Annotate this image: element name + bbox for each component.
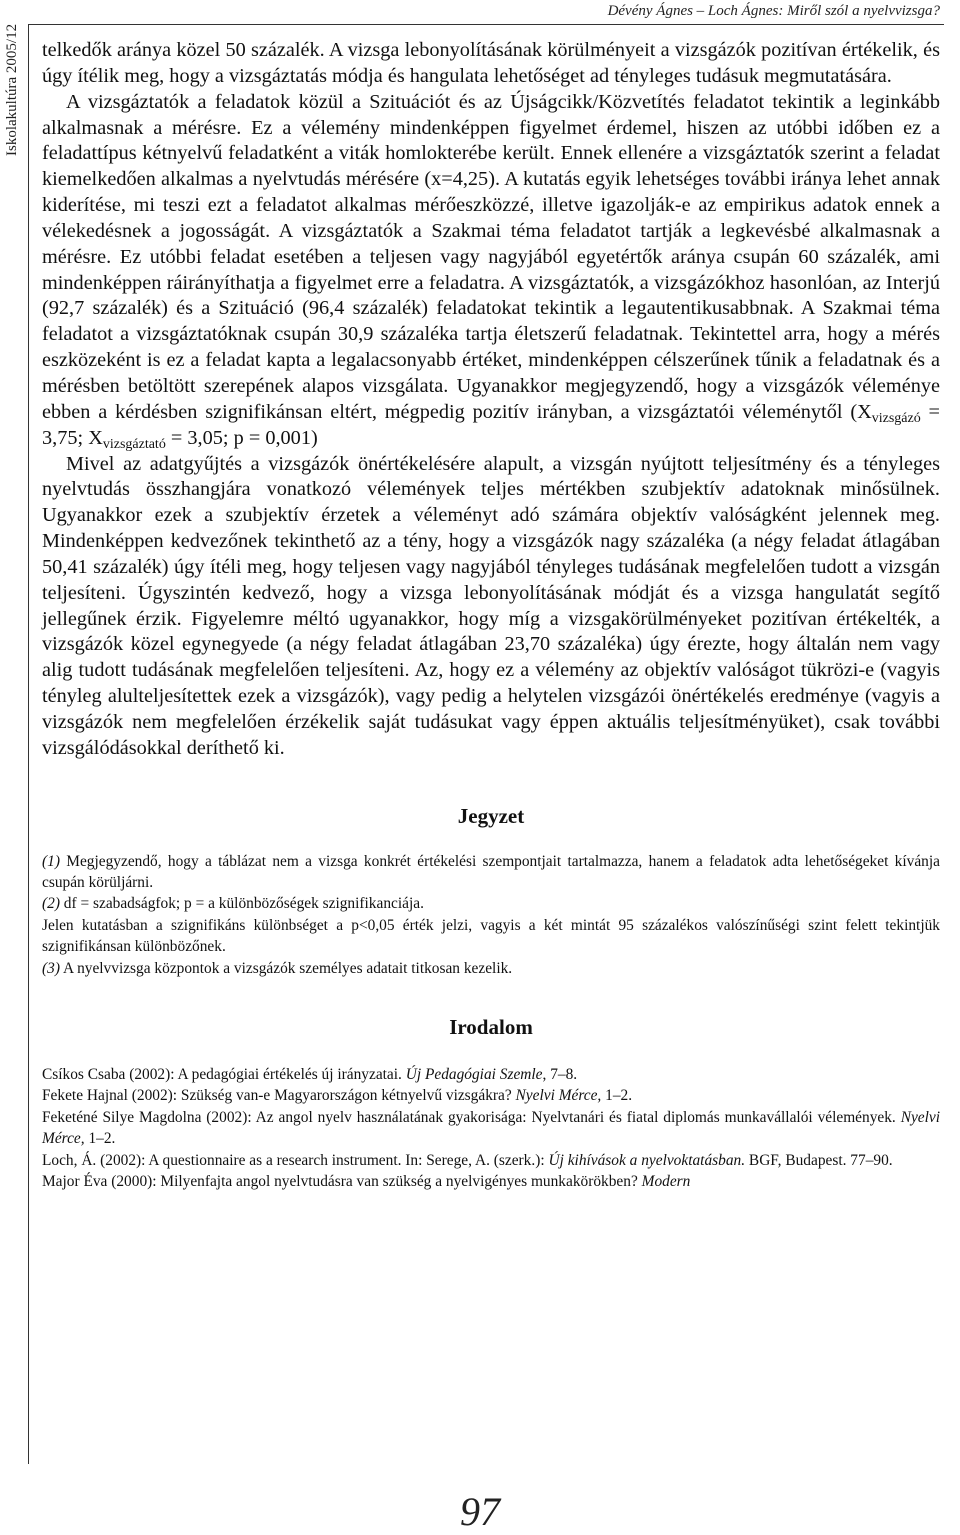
- journal-side-label: [2, 23, 22, 156]
- paragraph: [42, 90, 940, 452]
- journal-label-text: Iskolakultúra 2005/12: [4, 23, 20, 156]
- references-heading: Irodalom: [449, 1015, 533, 1040]
- reference-text: 1–2.: [84, 1130, 116, 1148]
- body-text: [42, 38, 940, 762]
- subscript: vizsgázó: [871, 410, 921, 426]
- paragraph-text: = 3,75; X: [42, 400, 940, 449]
- reference-text: 1–2.: [601, 1087, 633, 1105]
- note-label: (1): [42, 852, 60, 870]
- paragraph: telkedők aránya közel 50 százalék. A vizsga lebonyolításának körülményeit a vizsgázók pozitívan értékelik, és úgy ítélik meg, hogy a vizsgáztatás módja és hangulata lehetőséget ad tényleges tudásuk megmutatására.: [42, 39, 940, 87]
- page-content: [42, 38, 940, 1193]
- note-item: [42, 851, 940, 894]
- reference-title: Modern: [641, 1173, 691, 1191]
- note-text: Megjegyzendő, hogy a táblázat nem a vizsga konkrét értékelési szempontjait tartalmazza, hanem a feladatok adta lehetőségeket kívánja csupán körüljárni.: [42, 852, 940, 892]
- reference-text: Csíkos Csaba (2002): A pedagógiai értékelés új irányzatai.: [42, 1066, 406, 1084]
- paragraph-text: = 3,05; p = 0,001): [165, 426, 318, 449]
- references-section: [42, 1064, 940, 1192]
- reference-item: [42, 1150, 940, 1171]
- reference-text: BGF, Budapest. 77–90.: [745, 1151, 893, 1169]
- top-rule: [28, 24, 944, 25]
- reference-title: Nyelvi Mérce,: [515, 1087, 602, 1105]
- reference-text: Fekete Hajnal (2002): Szükség van-e Magyarországon kétnyelvű vizsgákra?: [42, 1087, 516, 1105]
- note-item: [42, 893, 940, 914]
- reference-text: Loch, Á. (2002): A questionnaire as a research instrument. In: Serege, A. (szerk.):: [42, 1151, 549, 1169]
- note-text: A nyelvvizsga központok a vizsgázók személyes adatait titkosan kezelik.: [59, 959, 513, 977]
- reference-text: Feketéné Silye Magdolna (2002): Az angol nyelv használatának gyakorisága: Nyelvtanári és fiatal diplomás munkavállalói vélemények.: [42, 1108, 901, 1126]
- reference-title: Új kihívások a nyelvoktatásban.: [548, 1151, 746, 1169]
- notes-heading: Jegyzet: [457, 803, 525, 828]
- page-number: 97: [460, 1489, 500, 1534]
- note-item: Jelen kutatásban a szignifikáns különbséget a p<0,05 érték jelzi, vagyis a két mintát 95 százalékos valószínűségi szint felett tekintjük szignifikánsan különbözőnek.: [42, 916, 940, 956]
- paragraph-text: A vizsgáztatók a feladatok közül a Szituációt és az Újságcikk/Közvetítés feladatot tekintik a leginkább alkalmasnak a mérésre. Ez a vélemény mindenképpen figyelmet érdemel, hiszen az utóbbi időben ez a feladattípus kétnyelvű feladatként a viták homlokterébe került. Ennek ellenére a vizsgáztatók szerint a feladat kiemelkedően alkalmas a nyelvtudás mérésére (x=4,25). A kutatás egyik lehetséges további iránya lehet annak kiderítése, mi teszi ezt a feladatot alkalmas mérőeszközzé, illetve igazolják-e az empirikus adatok ennek a vélekedésnek a jogosságát. A vizsgáztatók a Szakmai téma feladatot tartják a legkevésbé alkalmasnak a mérésre. Ez utóbbi feladat esetében a teljesen vagy nagyjából egyetértők aránya csupán 60 százalék, ami mindenképpen ráirányíthatja a figyelmet erre a feladatra. A vizsgáztatók, a vizsgázókhoz hasonlóan, az Interjú (92,7 százalék) és a Szituáció (96,4 százalék) feladatokat tekintik a legautentikusabbnak. A Szakmai téma feladatot a vizsgáztatóknak csupán 30,9 százaléka tartja életszerű feladatnak. Tekintettel arra, hogy a mérés eszközeként is ez a feladat kapta a legalacsonyabb értéket, mindenképpen célszerűnek tűnik a feladatnak és a mérésben betöltött szerepének alapos vizsgálata. Ugyanakkor megjegyzendő, hogy a vizsgázók véleménye ebben a kérdésben szignifikánsan eltért, mégpedig pozitív irányban, a vizsgáztatói véleménytől (X: [42, 90, 940, 423]
- note-item: [42, 958, 940, 979]
- note-text: df = szabadságfok; p = a különbözőségek szignifikanciája.: [59, 895, 424, 913]
- notes-section: [42, 851, 940, 979]
- note-label: (2): [42, 895, 60, 913]
- note-label: (3): [42, 959, 60, 977]
- running-head: Dévény Ágnes – Loch Ágnes: Miről szól a nyelvvizsga?: [607, 3, 940, 19]
- reference-item: [42, 1107, 940, 1150]
- reference-title: Új Pedagógiai Szemle: [405, 1066, 543, 1084]
- margin-rule: [28, 24, 29, 1464]
- paragraph: Mivel az adatgyűjtés a vizsgázók önértékelésére alapult, a vizsgán nyújtott teljesítmény és a tényleges nyelvtudás összhangjára vonatkozó vélemények teljes mértékben szubjektív adatoknak minősülnek. Ugyanakkor ezek a szubjektív érzetek a véleményt adó számára objektív valóságként jelennek meg. Mindenképpen kedvezőnek tekinthető az a tény, hogy a vizsgázók nagy százaléka (a négy feladat átlagában 50,41 százalék) úgy ítéli meg, hogy teljesen vagy nagyjából tényleges tudásának megfelelően tudott a vizsgán teljesíteni. Úgyszintén kedvező, hogy a vizsga lebonyolításának módját és a vizsga hangulatát segítő jellegűnek érzik. Figyelemre méltó ugyanakkor, hogy míg a vizsgakörülményeket pozitívan értékelték, a vizsgázók közel egynegyede (a négy feladat átlagában 23,70 százaléka) úgy érezte, hogy általán nem vagy alig tudott tudásának megfelelően teljesíteni. Az, hogy ez a vélemény az objektív valóságot tükrözi-e (vagyis tényleg alulteljesítettek ezek a vizsgázók), vagy pedig a helytelen vizsgázói önértékelés eredménye (vagyis a vizsgázók nem megfelelően érzékelik saját tudásukat vagy éppen aktuális teljesítményüket), csak további vizsgálódásokkal deríthető ki.: [42, 452, 940, 759]
- reference-item: [42, 1064, 940, 1085]
- reference-title: Nyelvi Mérce,: [42, 1108, 940, 1148]
- reference-text: Major Éva (2000): Milyenfajta angol nyelvtudásra van szükség a nyelvigényes munkakörökben?: [42, 1173, 642, 1191]
- reference-item: [42, 1085, 940, 1106]
- subscript: vizsgáztató: [102, 436, 166, 452]
- reference-item: [42, 1171, 940, 1192]
- reference-text: , 7–8.: [542, 1066, 578, 1084]
